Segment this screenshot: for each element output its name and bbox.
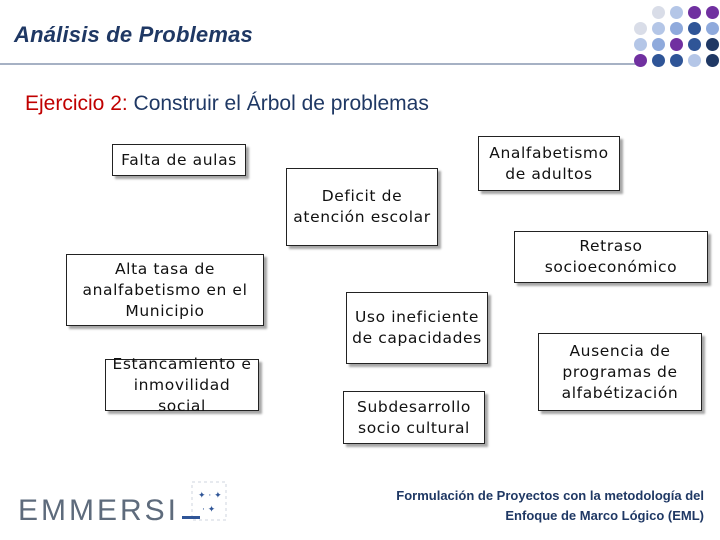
header-divider bbox=[0, 63, 640, 65]
dot-icon bbox=[670, 54, 683, 67]
exercise-text: Construir el Árbol de problemas bbox=[127, 92, 429, 115]
exercise-number: Ejercicio 2: bbox=[25, 92, 128, 115]
dot-icon bbox=[634, 22, 647, 35]
dot-icon bbox=[670, 6, 683, 19]
footer-line-1: Formulación de Proyectos con la metodología del bbox=[396, 488, 704, 503]
dot-icon bbox=[652, 38, 665, 51]
emmersi-logo bbox=[14, 480, 234, 530]
problem-box-deficit-atencion: Deficit de atención escolar bbox=[286, 168, 438, 246]
dot-icon bbox=[688, 22, 701, 35]
dot-icon bbox=[688, 6, 701, 19]
dot-icon bbox=[706, 6, 719, 19]
dot-icon bbox=[634, 38, 647, 51]
dot-icon bbox=[670, 22, 683, 35]
dot-icon bbox=[652, 6, 665, 19]
dot-icon bbox=[706, 54, 719, 67]
problem-box-estancamiento: Estancamiento e inmovilidad social bbox=[105, 359, 259, 411]
dot-icon bbox=[706, 38, 719, 51]
footer-caption bbox=[396, 486, 704, 526]
exercise-heading bbox=[25, 92, 429, 116]
svg-text:EMMERSI: EMMERSI bbox=[18, 494, 180, 527]
dot-icon bbox=[688, 38, 701, 51]
problem-box-subdesarrollo: Subdesarrollo socio cultural bbox=[343, 391, 485, 444]
problem-box-ausencia-programas: Ausencia de programas de alfabétización bbox=[538, 333, 702, 411]
page-title: Análisis de Problemas bbox=[14, 22, 253, 47]
decorative-dots bbox=[630, 0, 720, 70]
dot-icon bbox=[652, 22, 665, 35]
footer-line-2: Enfoque de Marco Lógico (EML) bbox=[505, 508, 704, 523]
problem-box-alta-tasa: Alta tasa de analfabetismo en el Municipio bbox=[66, 254, 264, 326]
dot-icon bbox=[670, 38, 683, 51]
dot-icon bbox=[706, 22, 719, 35]
problem-box-uso-ineficiente: Uso ineficiente de capacidades bbox=[346, 292, 488, 364]
problem-box-analfabetismo-adultos: Analfabetismo de adultos bbox=[478, 136, 620, 191]
problem-box-falta-aulas: Falta de aulas bbox=[112, 144, 246, 176]
dot-icon bbox=[652, 54, 665, 67]
dot-icon bbox=[688, 54, 701, 67]
svg-text:· ✦: · ✦ bbox=[202, 505, 216, 515]
dot-icon bbox=[634, 54, 647, 67]
problem-box-retraso: Retraso socioeconómico bbox=[514, 231, 708, 283]
svg-text:✦ · ✦: ✦ · ✦ bbox=[198, 491, 222, 501]
